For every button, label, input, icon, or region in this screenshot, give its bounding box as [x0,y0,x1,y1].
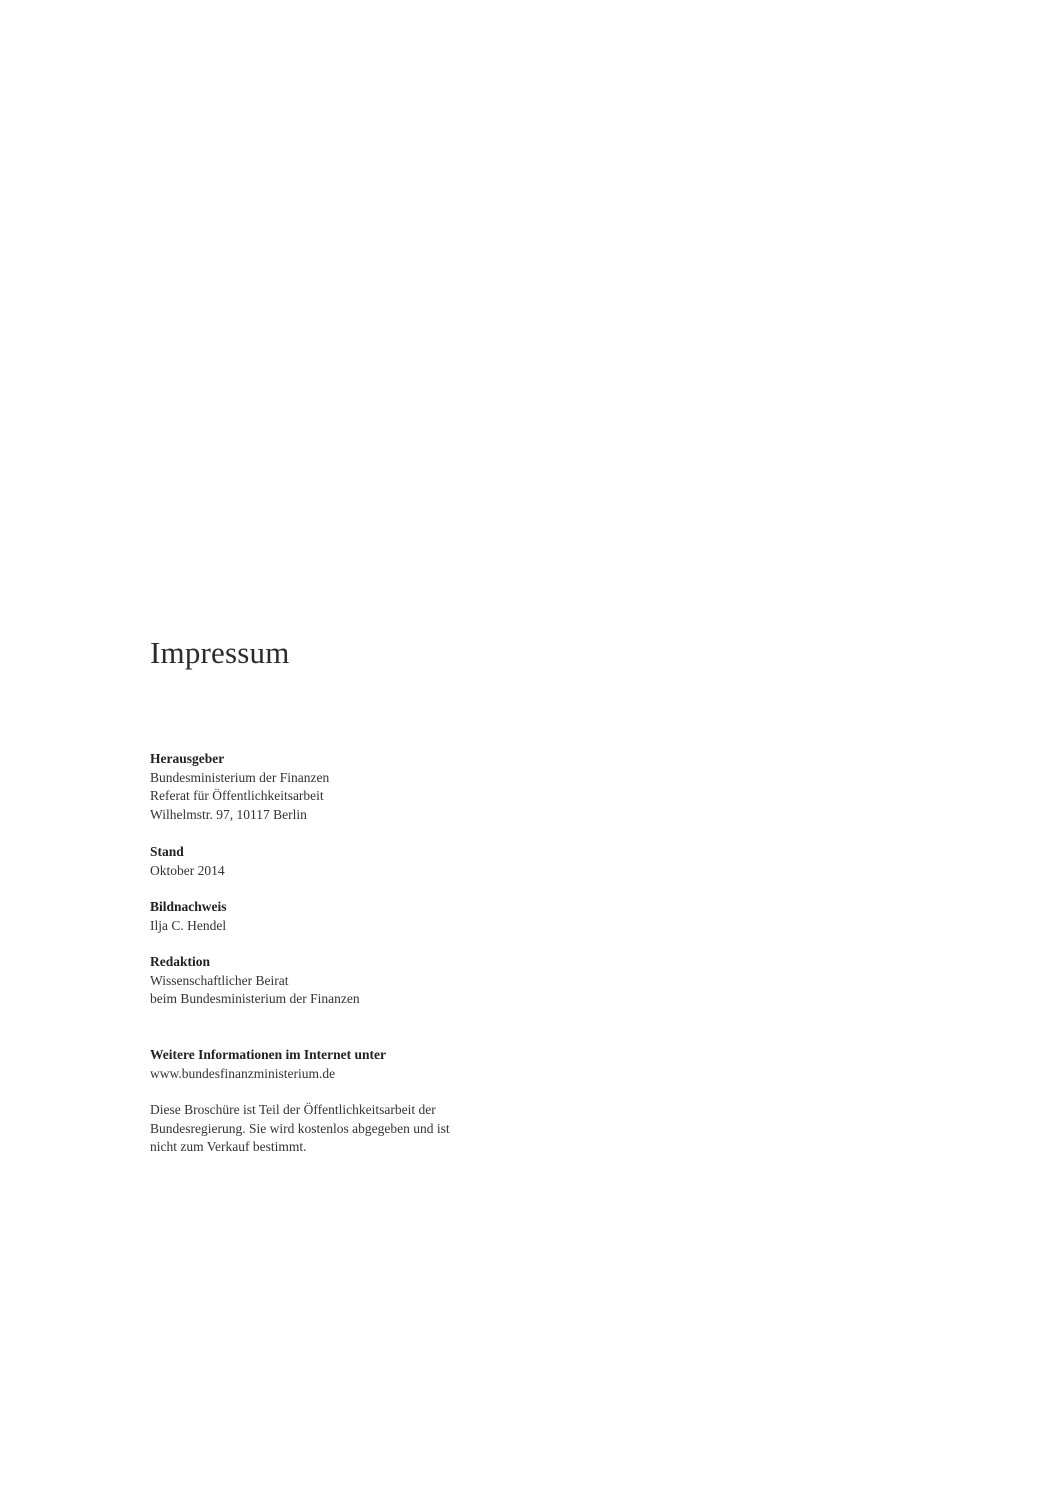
redaktion-section [150,953,360,1009]
weitere-informationen-section [150,1046,386,1083]
herausgeber-address: Wilhelmstr. 97, 10117 Berlin [150,806,307,822]
hinweis-line: nicht zum Verkauf bestimmt. [150,1139,307,1155]
website-url: www.bundesfinanzministerium.de [150,1065,336,1081]
hinweis-section [150,1101,450,1157]
hinweis-line: Diese Broschüre ist Teil der Öffentlichkeitsarbeit der [150,1102,436,1117]
stand-date: Oktober 2014 [150,862,225,878]
redaktion-line: beim Bundesministerium der Finanzen [150,991,360,1007]
herausgeber-line: Referat für Öffentlichkeitsarbeit [150,788,324,804]
herausgeber-line: Bundesministerium der Finanzen [150,769,330,785]
herausgeber-section [150,750,329,824]
stand-section [150,843,225,880]
herausgeber-heading: Herausgeber [150,751,225,766]
page-title: Impressum [150,635,290,670]
redaktion-line: Wissenschaftlicher Beirat [150,972,289,988]
bildnachweis-section [150,898,227,935]
weitere-informationen-heading: Weitere Informationen im Internet unter [150,1047,386,1062]
hinweis-line: Bundesregierung. Sie wird kostenlos abgegeben und ist [150,1120,450,1136]
stand-heading: Stand [150,844,184,859]
bildnachweis-heading: Bildnachweis [150,899,227,914]
bildnachweis-credit: Ilja C. Hendel [150,917,227,933]
redaktion-heading: Redaktion [150,954,211,969]
